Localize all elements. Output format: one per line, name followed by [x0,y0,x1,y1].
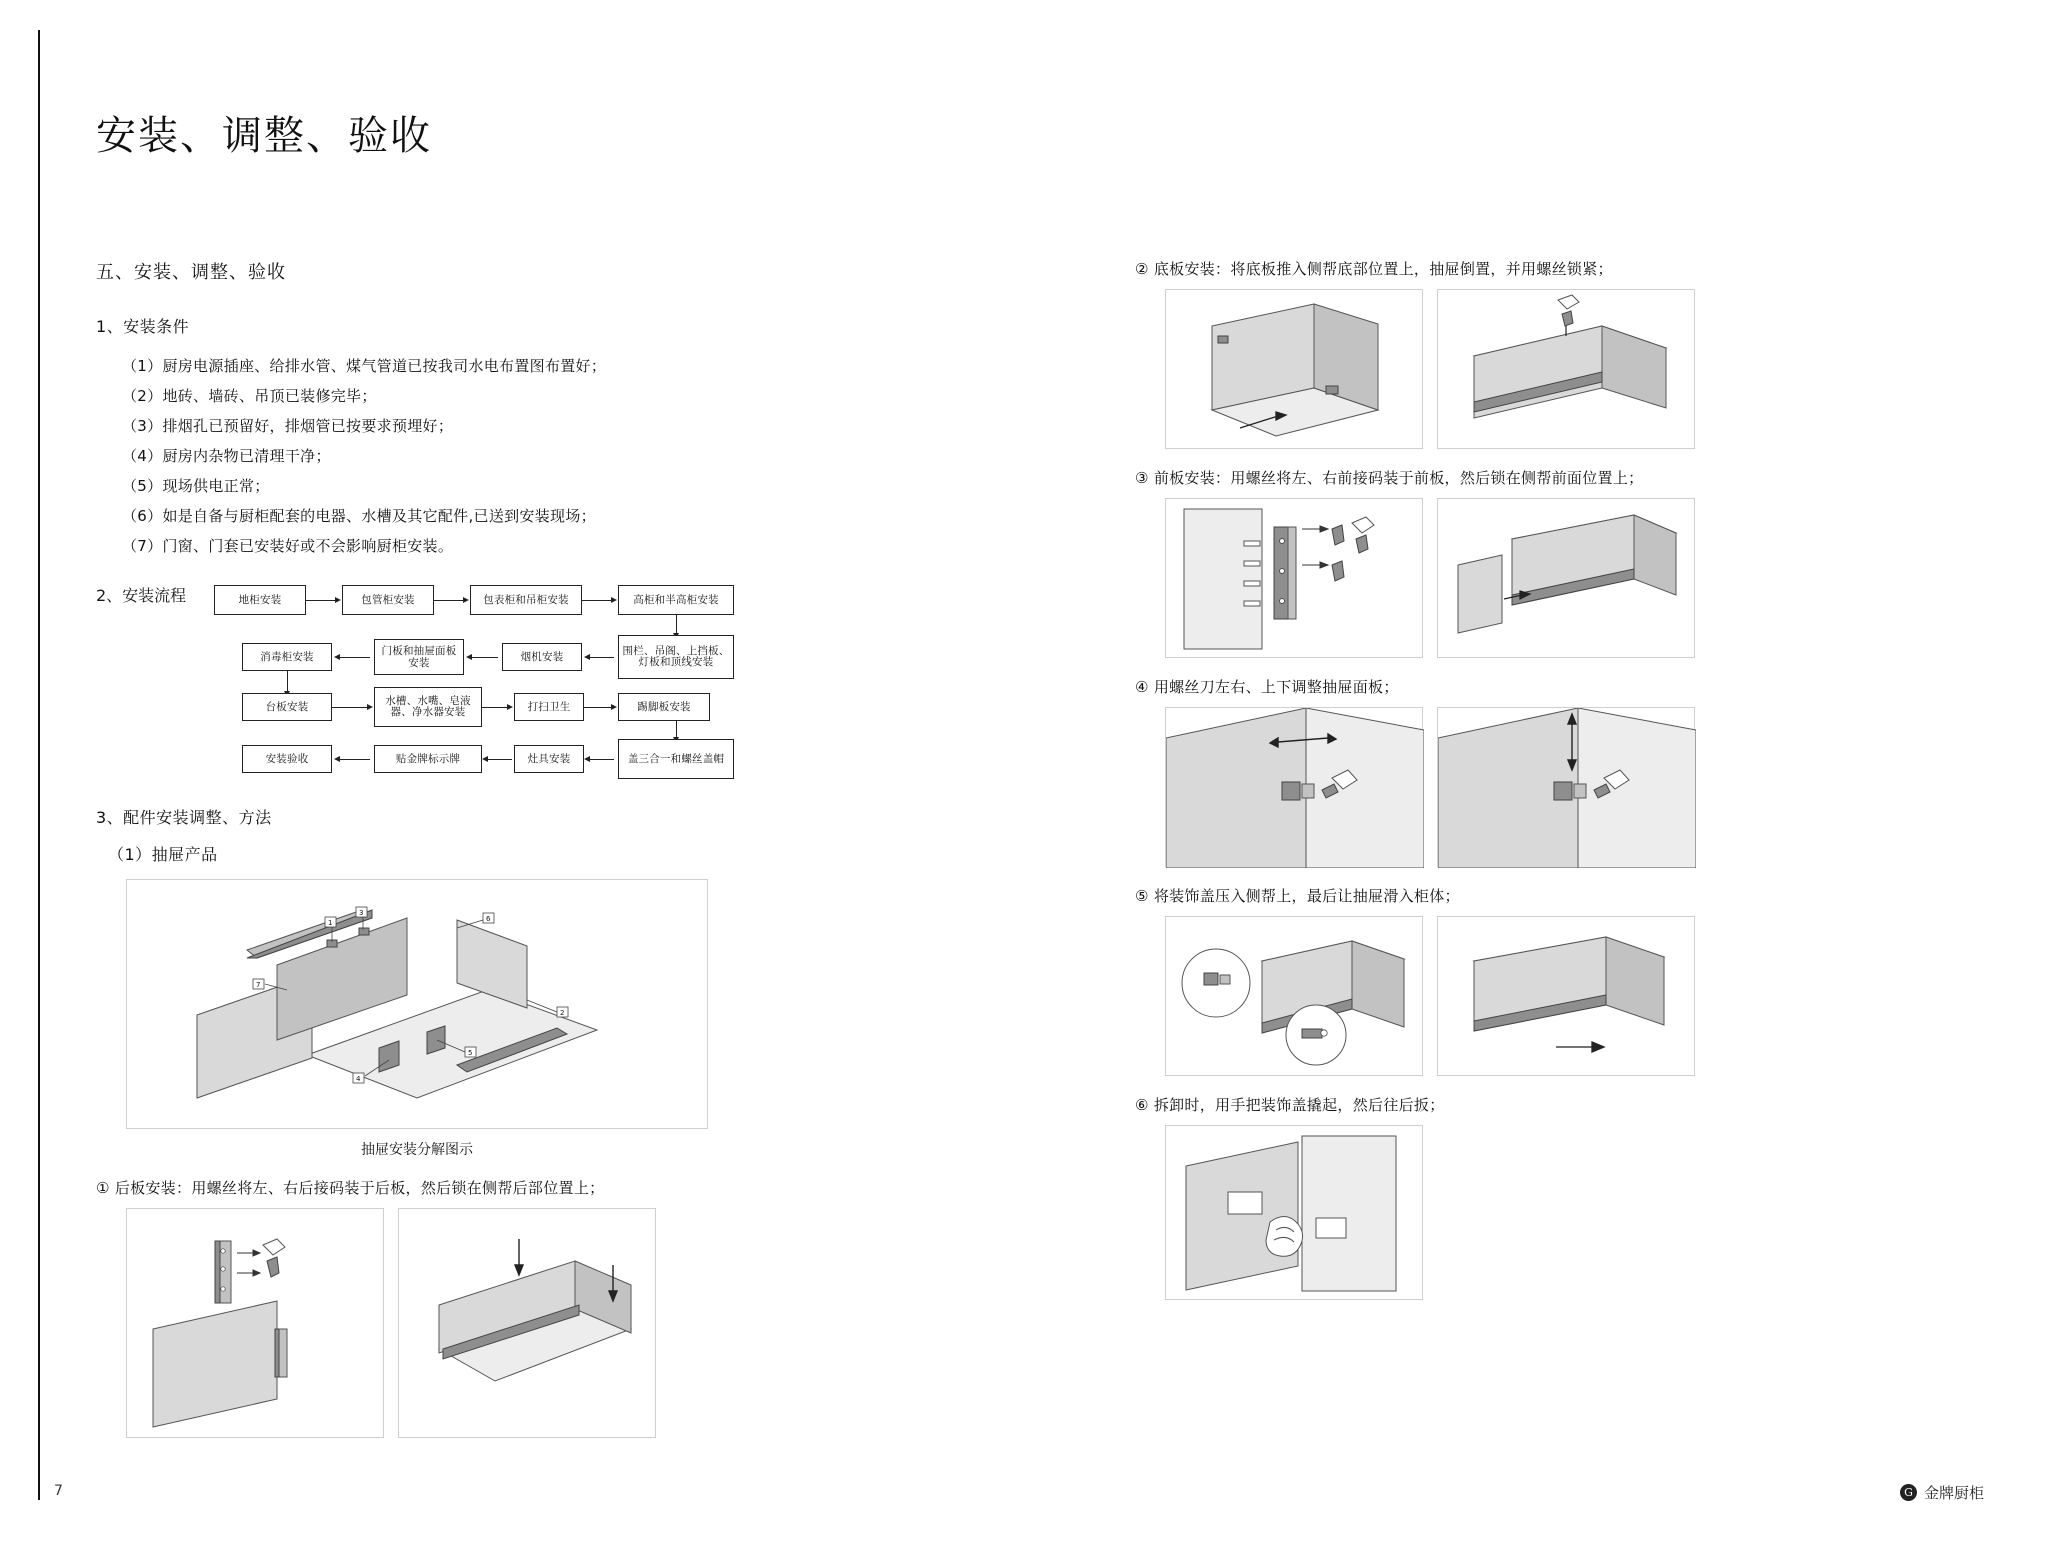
svg-text:2: 2 [560,1009,565,1017]
front-panel-bracket-illustration [1166,499,1424,659]
step-5-text: ⑤ 将装饰盖压入侧帮上，最后让抽屉滑入柜体； [1135,887,1460,905]
svg-text:1: 1 [328,919,333,927]
drawer-slide-in-illustration [1438,917,1696,1077]
flow-arrow-head [463,597,469,603]
bottom-panel-insert-illustration [1166,290,1424,450]
bottom-panel-screw-illustration [1438,290,1696,450]
flow-node: 包表柜和吊柜安装 [470,585,582,615]
step-5-figure-a [1165,916,1423,1076]
flow-arrow-head [584,654,590,660]
step-4-figures [1165,707,1965,867]
condition-list [96,351,936,561]
flow-arrow-head [367,704,373,710]
adjust-vertical-illustration [1438,708,1696,868]
flow-arrow [582,600,612,601]
flow-arrow-head [335,597,341,603]
flow-arrow [676,615,677,635]
svg-text:3: 3 [359,909,364,917]
step-4-text: ④ 用螺丝刀左右、上下调整抽屉面板； [1135,678,1399,696]
flow-node: 灶具安装 [514,745,584,773]
flow-node: 安装验收 [242,745,332,773]
step-1-text: ① 后板安装：用螺丝将左、右后接码装于后板，然后锁在侧帮后部位置上； [96,1179,605,1197]
flow-arrow [306,600,336,601]
step-3-figure-b [1437,498,1695,658]
flow-arrow-head [611,597,617,603]
left-margin-rule [38,30,40,1500]
flow-arrow [332,707,368,708]
flow-node: 水槽、水嘴、皂液器、净水器安装 [374,687,482,727]
flow-arrow [586,759,614,760]
step-3-text: ③ 前板安装：用螺丝将左、右前接码装于前板，然后锁在侧帮前面位置上； [1135,469,1644,487]
back-panel-illustration [127,1209,385,1439]
step-6-figure [1165,1125,1423,1300]
flow-diagram [214,577,734,777]
list-item: （1）厨房电源插座、给排水管、煤气管道已按我司水电布置图布置好； [122,357,607,375]
step-2-text: ② 底板安装：将底板推入侧帮底部位置上，抽屉倒置，并用螺丝锁紧； [1135,260,1613,278]
step-6-text: ⑥ 拆卸时，用手把装饰盖撬起，然后往后扳； [1135,1096,1445,1114]
page-number: 7 [54,1483,63,1499]
right-column [1135,258,1965,1300]
step-2-figure-b [1437,289,1695,449]
flow-node: 围栏、吊阁、上挡板、灯板和顶线安装 [618,635,734,679]
flow-arrow [484,759,512,760]
cover-removal-illustration [1166,1126,1424,1301]
flow-arrow-head [507,704,513,710]
flow-node: 贴金牌标示牌 [374,745,482,773]
exploded-drawer-figure [126,879,708,1129]
parts-subheading: （1）抽屉产品 [108,845,218,864]
list-item: （6）如是自备与厨柜配套的电器、水槽及其它配件,已送到安装现场； [122,507,596,525]
flow-node: 烟机安装 [502,643,582,671]
flow-node: 门板和抽屉面板安装 [374,639,464,675]
flow-node: 台板安装 [242,693,332,721]
exploded-drawer-illustration [127,880,709,1130]
flow-arrow [287,671,288,693]
step-4-figure-b [1437,707,1695,867]
parts-heading: 3、配件安装调整、方法 [96,808,272,827]
back-panel-mounted-illustration [399,1209,657,1439]
figure-caption: 抽屉安装分解图示 [361,1142,473,1158]
brand-name: 金牌厨柜 [1923,1484,1984,1502]
flow-node: 盖三合一和螺丝盖帽 [618,739,734,779]
list-item: （5）现场供电正常； [122,477,270,495]
step-5-figures [1165,916,1965,1076]
flow-arrow-head [584,756,590,762]
step-1-figures [126,1208,936,1438]
step-2-figures [1165,289,1965,449]
flow-node: 踢脚板安装 [618,693,710,721]
flow-arrow-head [334,654,340,660]
svg-text:7: 7 [256,981,261,989]
flow-heading: 2、安装流程 [96,586,187,605]
adjust-horizontal-illustration [1166,708,1424,868]
left-column [96,258,936,1438]
section-heading: 五、安装、调整、验收 [96,262,286,283]
flow-arrow [434,600,464,601]
list-item: （2）地砖、墙砖、吊顶已装修完毕； [122,387,377,405]
step-3-figure-a [1165,498,1423,658]
flow-node: 高柜和半高柜安装 [618,585,734,615]
step-5-figure-b [1437,916,1695,1076]
condition-heading: 1、安装条件 [96,317,190,336]
flow-node: 地柜安装 [214,585,306,615]
flow-node: 消毒柜安装 [242,643,332,671]
flow-arrow [336,759,370,760]
installation-flowchart [96,583,936,783]
flow-arrow [468,657,498,658]
brand-logo [1900,1482,1984,1503]
list-item: （3）排烟孔已预留好，排烟管已按要求预埋好； [122,417,454,435]
list-item: （4）厨房内杂物已清理干净； [122,447,331,465]
flow-node: 打扫卫生 [514,693,584,721]
step-1-figure-b [398,1208,656,1438]
step-2-figure-a [1165,289,1423,449]
step-1-figure-a [126,1208,384,1438]
flow-arrow [336,657,370,658]
flow-arrow [482,707,508,708]
flow-arrow-head [334,756,340,762]
flow-arrow-head [611,704,617,710]
step-3-figures [1165,498,1965,658]
step-4-figure-a [1165,707,1423,867]
flow-node: 包管柜安装 [342,585,434,615]
page-title: 安装、调整、验收 [96,113,432,159]
list-item: （7）门窗、门套已安装好或不会影响厨柜安装。 [122,537,454,555]
svg-text:4: 4 [356,1075,361,1083]
flow-arrow [584,707,612,708]
svg-text:5: 5 [468,1049,473,1057]
cover-press-illustration [1166,917,1424,1077]
flow-arrow-head [482,756,488,762]
flow-arrow [586,657,614,658]
brand-mark-icon: G [1900,1484,1917,1501]
flow-arrow-head [466,654,472,660]
front-panel-attach-illustration [1438,499,1696,659]
svg-text:6: 6 [486,915,491,923]
